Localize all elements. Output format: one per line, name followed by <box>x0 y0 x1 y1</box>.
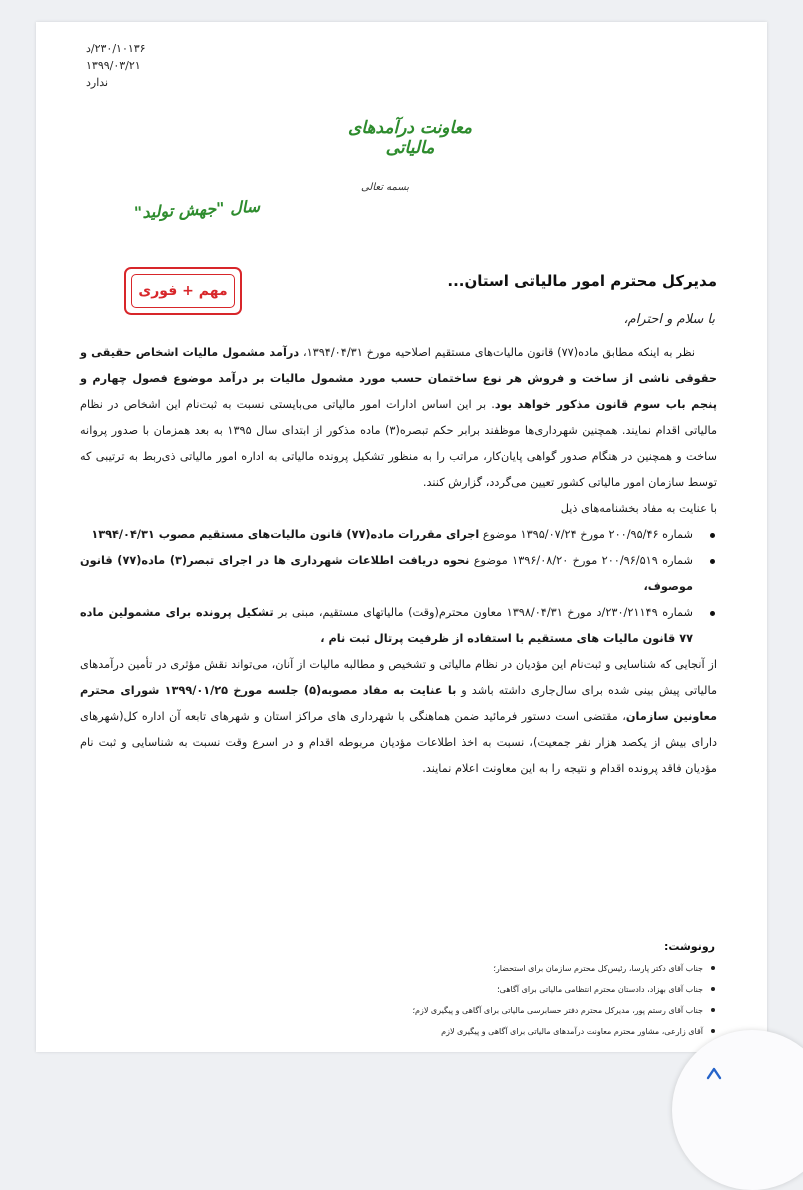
body-text: ، مقتضی است دستور فرمائید ضمن هماهنگی با شهرداری های مراکز استان و شهرهای تابعه آن اداره کل(شهرهای دارای بیش از یکصد هزار نفر جمعیت)، نسبت به اخذ اطلاعات مؤدیان مربوطه اقدام و در اسرع وقت نسبت به شناسایی و ثبت نام مؤدیان فاقد پرونده اقدام و نتیجه را به این معاونت اعلام نمایند. <box>80 710 717 775</box>
cc-item: آقای زارعی، مشاور محترم معاونت درآمدهای مالیاتی برای آگاهی و پیگیری لازم <box>283 1021 703 1042</box>
cc-item: جناب آقای رستم پور، مدیرکل محترم دفتر حسابرسی مالیاتی برای آگاهی و پیگیری لازم؛ <box>283 1000 703 1021</box>
department-heading: معاونت درآمدهای مالیاتی <box>347 118 473 158</box>
circular-item <box>80 548 701 600</box>
body-text: . بر این اساس ادارات امور مالیاتی می‌بایستی نسبت به ثبت‌نام این اشخاص در نظام مالیاتی اقدام نمایند. همچنین شهرداری‌ها موظفند برابر حکم تبصره(۳) ماده مذکور از ابتدای سال ۱۳۹۵ به بعد همزمان با صدور پروانه ساخت و همچنین در هنگام صدور گواهی پایان‌کار، مراتب را به منظور تشکیل پرونده مالیاتی به اداره امور مالیاتی ذی‌ربط به ترتیبی که توسط سازمان امور مالیاتی کشور تعیین می‌گردد، گزارش کنند. <box>80 398 718 489</box>
letter-attachment: ندارد <box>86 76 109 89</box>
circulars-intro: با عنایت به مفاد بخشنامه‌های ذیل <box>560 502 717 515</box>
cc-title: رونوشت: <box>663 940 715 953</box>
recipient-line: مدیرکل محترم امور مالیاتی استان... <box>447 272 717 290</box>
circular-ref: شماره ۲۳۰/۲۱۱۴۹/د مورخ ۱۳۹۸/۰۴/۳۱ معاون محترم(وقت) مالیاتهای مستقیم، مبنی بر <box>273 606 694 619</box>
cc-item: جناب آقای دکتر پارسا، رئیس‌کل محترم سازمان برای استحضار؛ <box>283 958 703 979</box>
body-paragraph-1 <box>80 340 717 496</box>
circular-item <box>80 522 701 548</box>
year-slogan: سال "جهش تولید" <box>133 196 261 223</box>
letter-reference-block <box>86 40 176 91</box>
cc-list <box>283 958 717 1042</box>
priority-stamp-label: مهم + فوری <box>131 274 235 308</box>
share-button[interactable] <box>672 1030 803 1190</box>
circular-ref: شماره ۲۰۰/۹۵/۴۶ مورخ ۱۳۹۵/۰۷/۲۴ موضوع <box>479 528 693 541</box>
body-text: از آنجایی که شناسایی و ثبت‌نام این مؤدیان در نظام مالیاتی و تشخیص و مطالبه مالیات از آنان، می‌تواند نقش مؤثری در تأمین درآمدهای مالیاتی پیش بینی شده برای سال‌جاری داشته باشد و <box>80 658 717 697</box>
body-text: نظر به اینکه مطابق ماده(۷۷) قانون مالیات‌های مستقیم اصلاحیه مورخ ۱۳۹۴/۰۴/۳۱، <box>299 346 695 359</box>
body-bold-text: با عنایت به مفاد مصوبه(۵) جلسه مورخ ۱۳۹۹/۰۱/۲۵ شورای محترم معاونین سازمان <box>80 684 717 723</box>
letter-date: ۱۳۹۹/۰۳/۲۱ <box>86 59 141 72</box>
body-bold-text: درآمد مشمول مالیات اشخاص حقیقی و حقوقی ناشی از ساخت و فروش هر نوع ساختمان حسب مورد مشمول مالیات بر درآمد موضوع فصول چهارم و پنجم باب سوم قانون مذکور خواهد بود <box>80 346 717 411</box>
letter-body <box>80 340 717 782</box>
letter-number: ۲۳۰/۱۰۱۳۶/د <box>86 42 146 55</box>
circulars-list <box>80 522 717 652</box>
body-paragraph-2 <box>80 652 717 782</box>
bismillah: بسمه تعالی <box>360 182 410 193</box>
circular-subject: اجرای مقررات ماده(۷۷) قانون مالیات‌های مستقیم مصوب ۱۳۹۴/۰۴/۳۱ <box>91 528 480 541</box>
circular-ref: شماره ۲۰۰/۹۶/۵۱۹ مورخ ۱۳۹۶/۰۸/۲۰ موضوع <box>469 554 693 567</box>
cc-item: جناب آقای بهزاد، دادستان محترم انتظامی مالیاتی برای آگاهی؛ <box>283 979 703 1000</box>
arrow-icon[interactable] <box>706 1066 722 1080</box>
circular-subject: نحوه دریافت اطلاعات شهرداری ها در اجرای تبصر(۳) ماده(۷۷) قانون موصوف، <box>80 554 693 593</box>
circular-item <box>80 600 701 652</box>
circular-subject: تشکیل پرونده برای مشمولین ماده ۷۷ قانون مالیات های مستقیم با استفاده از ظرفیت پرتال ثبت نام ، <box>80 606 693 645</box>
priority-stamp <box>124 267 242 315</box>
greeting-line: با سلام و احترام، <box>623 312 715 327</box>
